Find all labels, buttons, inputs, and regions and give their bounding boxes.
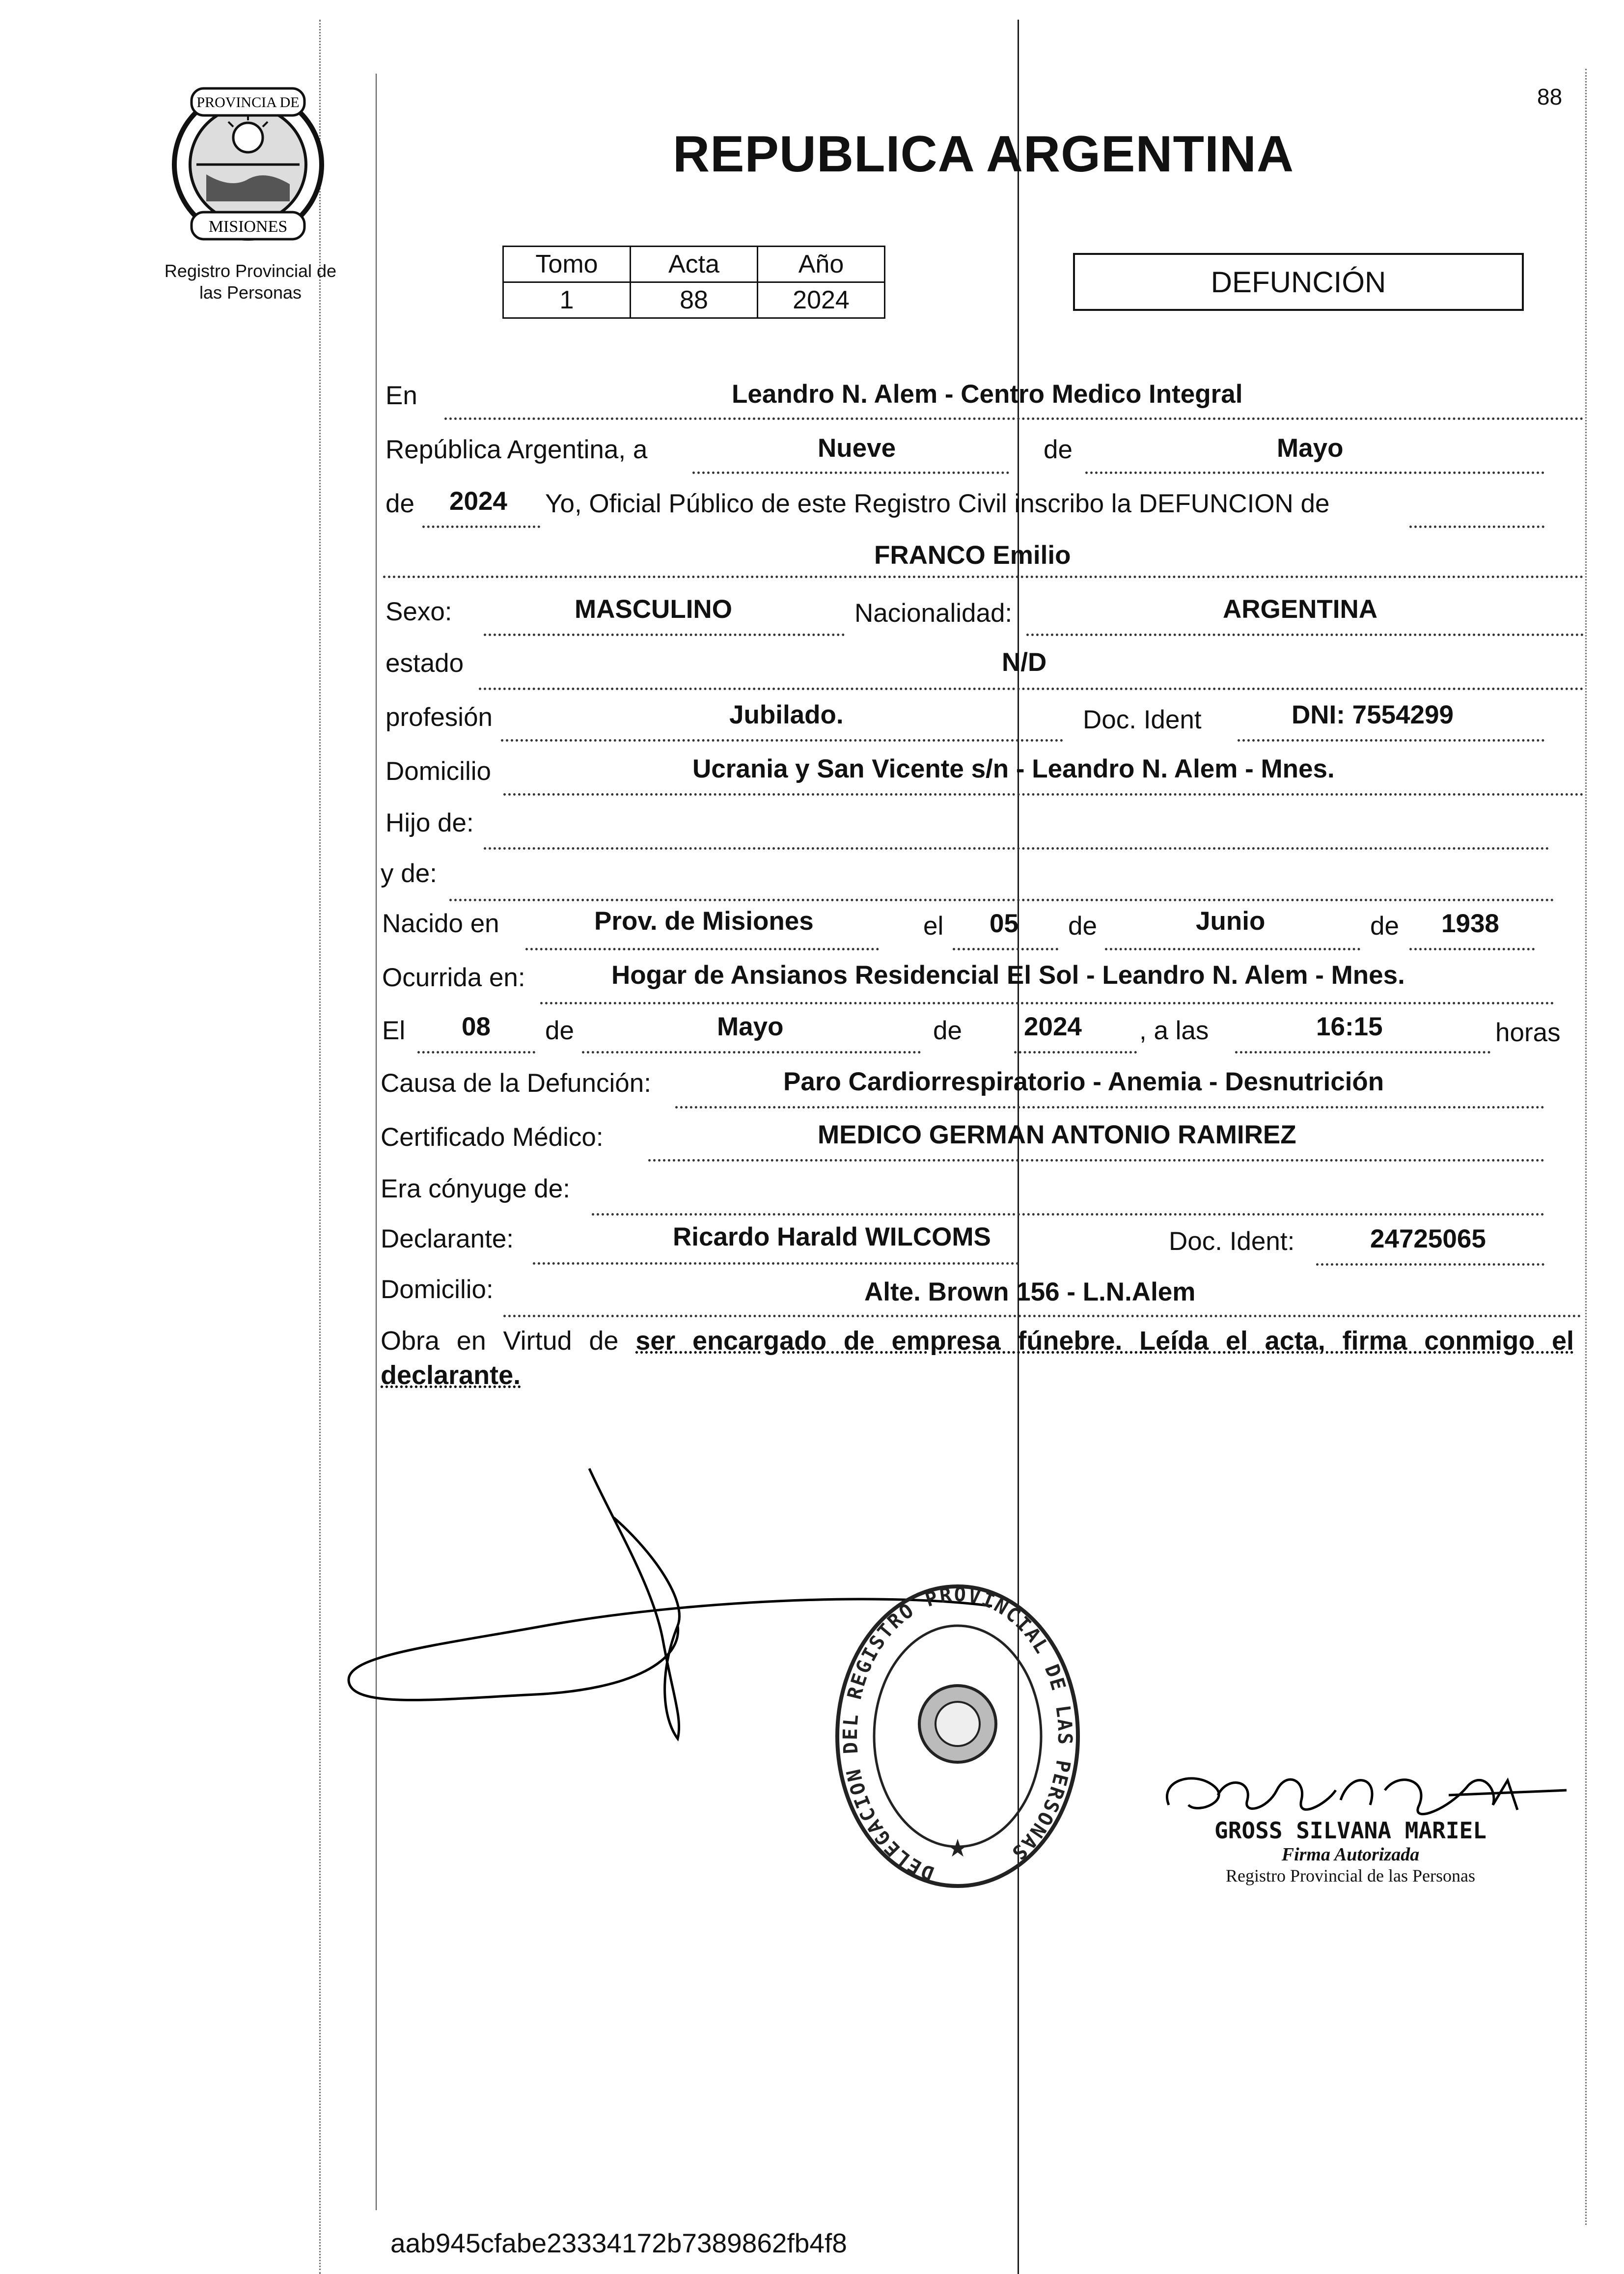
seal-top-text: PROVINCIA DE [196, 94, 300, 111]
declarante-label: Declarante: [381, 1224, 514, 1253]
yde-fill-line [449, 869, 1554, 901]
profesion-label: profesión [385, 703, 493, 732]
causa-value: Paro Cardiorrespiratorio - Anemia - Desnutrición [783, 1067, 1384, 1096]
profesion-value: Jubilado. [729, 700, 844, 729]
conyuge-label: Era cónyuge de: [381, 1174, 570, 1203]
nacionalidad-label: Nacionalidad: [854, 599, 1013, 628]
en-label: En [385, 381, 417, 410]
left-dotted-margin [319, 20, 321, 2274]
provincial-seal-logo [162, 83, 334, 246]
record-table-value-row [503, 282, 885, 318]
nombre-value: FRANCO Emilio [874, 541, 1071, 570]
domicilio-label: Domicilio [385, 757, 491, 786]
hijo-label: Hijo de: [385, 808, 474, 837]
registry-name [157, 260, 344, 304]
yo-text: Yo, Oficial Público de este Registro Civil inscribo la DEFUNCION de [545, 489, 1330, 518]
def-de2-label: de [933, 1016, 962, 1045]
mes-value: Mayo [1277, 434, 1344, 463]
nac-mes-value: Junio [1196, 907, 1266, 936]
record-table [502, 246, 885, 319]
domicilio2-value: Alte. Brown 156 - L.N.Alem [864, 1277, 1196, 1306]
ocurrida-label: Ocurrida en: [382, 963, 525, 992]
yo-fill-line [1409, 496, 1544, 528]
signatory-name: GROSS SILVANA MARIEL [1214, 1817, 1486, 1844]
obra-text: ser encargado de empresa fúnebre. Leída el acta, firma conmigo el declarante. [381, 1326, 1574, 1390]
nacido-label: Nacido en [382, 909, 499, 938]
def-anio-value: 2024 [1024, 1012, 1082, 1041]
en-value: Leandro N. Alem - Centro Medico Integral [732, 380, 1243, 409]
estado-value: N/D [1002, 648, 1047, 677]
cert-value: MEDICO GERMAN ANTONIO RAMIREZ [818, 1120, 1296, 1149]
domicilio-value: Ucrania y San Vicente s/n - Leandro N. Alem - Mnes. [692, 754, 1335, 783]
seal-bottom-text: MISIONES [208, 218, 288, 236]
alas-label: , a las [1139, 1016, 1209, 1045]
table-header-acta: Acta [631, 247, 758, 282]
page-number: 88 [1537, 84, 1563, 110]
estado-label: estado [385, 649, 464, 678]
nacionalidad-value: ARGENTINA [1223, 595, 1378, 624]
doc2-label: Doc. Ident: [1169, 1227, 1295, 1256]
left-margin-line [376, 74, 377, 2210]
conyuge-fill-line [592, 1184, 1544, 1216]
sexo-label: Sexo: [385, 597, 452, 626]
nac-de-label: de [1068, 912, 1097, 941]
table-header-anio: Año [758, 247, 885, 282]
signatory-office: Registro Provincial de las Personas [1226, 1866, 1475, 1886]
signature-block [1174, 1817, 1527, 1886]
obra-label: Obra en Virtud de [381, 1326, 619, 1356]
registry-line-1: Registro Provincial de [164, 261, 337, 281]
table-value-tomo: 1 [503, 282, 631, 318]
anio-value: 2024 [449, 487, 507, 516]
stamp-ring-text: DELEGACION DEL REGISTRO PROVINCIAL DE LAS PERSONAS [839, 1583, 1076, 1885]
nac-de2-label: de [1370, 912, 1399, 941]
doc2-value: 24725065 [1370, 1224, 1486, 1253]
el-label: El [382, 1016, 406, 1045]
nac-anio-value: 1938 [1441, 909, 1499, 938]
table-header-tomo: Tomo [503, 247, 631, 282]
def-mes-value: Mayo [717, 1012, 784, 1041]
sexo-value: MASCULINO [575, 595, 732, 624]
nac-el-label: el [923, 912, 944, 941]
delegation-stamp [830, 1581, 1085, 1891]
def-dia-value: 08 [462, 1012, 491, 1041]
record-type-box [1073, 253, 1524, 311]
horas-label: horas [1495, 1018, 1561, 1047]
def-de-label: de [545, 1016, 574, 1045]
declarante-value: Ricardo Harald WILCOMS [673, 1222, 991, 1251]
doc-value: DNI: 7554299 [1292, 700, 1454, 729]
ocurrida-value: Hogar de Ansianos Residencial El Sol - Leandro N. Alem - Mnes. [611, 961, 1405, 990]
dia-letras-value: Nueve [818, 434, 896, 463]
de-anio-label: de [385, 489, 414, 518]
table-value-acta: 88 [631, 282, 758, 318]
nac-dia-value: 05 [990, 909, 1018, 938]
document-hash: aab945cfabe23334172b7389862fb4f8 [390, 2228, 847, 2258]
cert-label: Certificado Médico: [381, 1123, 604, 1152]
nacido-en-value: Prov. de Misiones [594, 907, 814, 936]
doc-label: Doc. Ident [1083, 705, 1202, 734]
page-title: REPUBLICA ARGENTINA [673, 126, 1294, 183]
republica-label: República Argentina, a [385, 435, 648, 464]
obra-paragraph [381, 1324, 1574, 1392]
hijo-fill-line [484, 818, 1549, 850]
domicilio2-label: Domicilio: [381, 1275, 494, 1304]
svg-text:★: ★ [946, 1834, 969, 1862]
yde-label: y de: [381, 859, 437, 888]
record-type-label: DEFUNCIÓN [1211, 265, 1386, 299]
right-dotted-margin [1585, 69, 1587, 2225]
de-label: de [1044, 435, 1073, 464]
record-table-header-row [503, 247, 885, 282]
registry-line-2: las Personas [199, 282, 302, 303]
table-value-anio: 2024 [758, 282, 885, 318]
causa-label: Causa de la Defunción: [381, 1069, 651, 1098]
hora-value: 16:15 [1316, 1012, 1383, 1041]
signatory-role: Firma Autorizada [1281, 1844, 1420, 1865]
